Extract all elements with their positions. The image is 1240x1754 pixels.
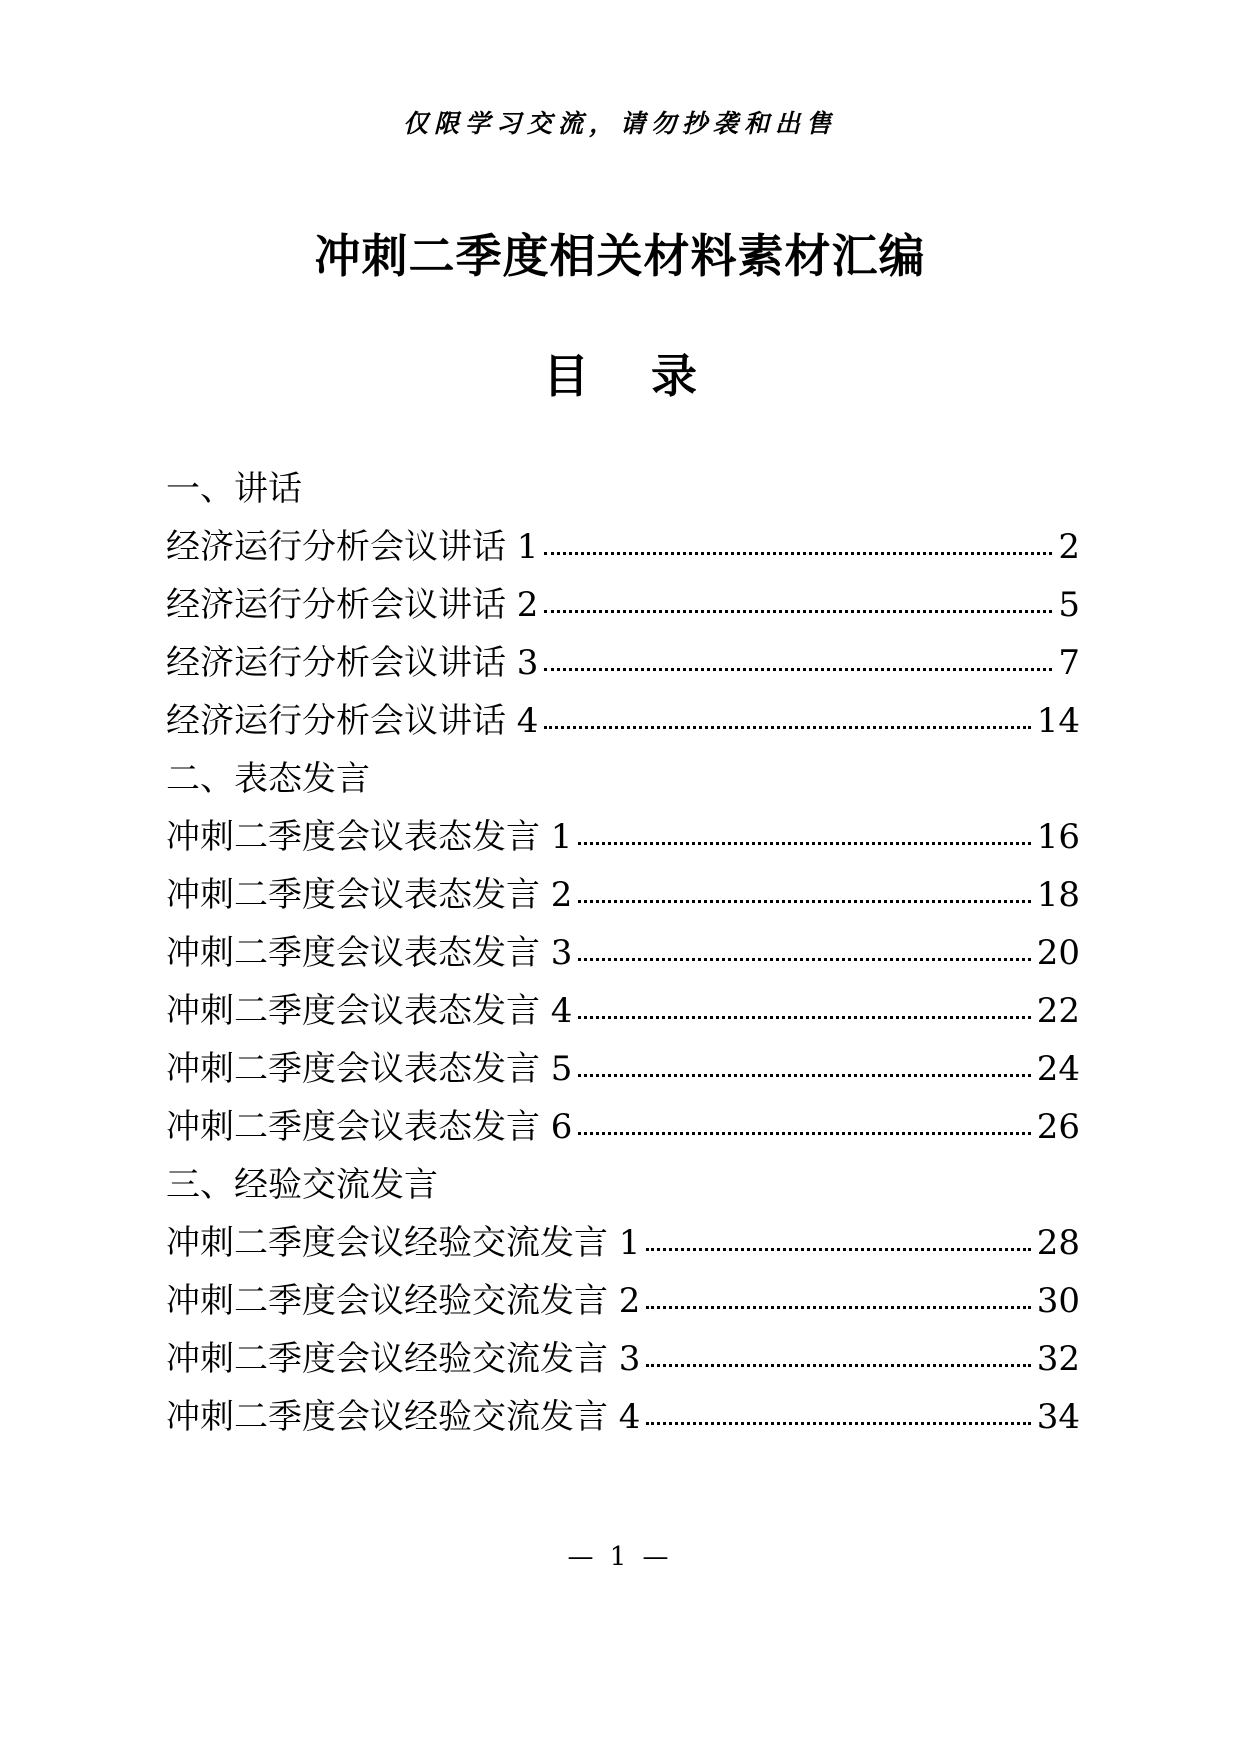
toc-entry[interactable] [166, 1388, 1080, 1446]
toc-title-part: 录 [651, 349, 697, 403]
toc-entry-title: 经济运行分析会议讲话 2 [166, 585, 539, 625]
dot-leader [578, 842, 1030, 845]
toc-section-heading [166, 460, 1080, 518]
toc-entry[interactable] [166, 924, 1080, 982]
toc-entry-title: 经济运行分析会议讲话 1 [166, 527, 539, 567]
dot-leader [544, 552, 1052, 555]
toc-entry[interactable] [166, 866, 1080, 924]
dot-leader [646, 1422, 1030, 1425]
toc-section-label: 三、经验交流发言 [166, 1165, 438, 1205]
toc-section-label: 一、讲话 [166, 469, 302, 509]
toc-entry-page: 24 [1036, 1049, 1080, 1089]
dot-leader [578, 900, 1030, 903]
toc-title-part: 目 [543, 349, 589, 403]
table-of-contents [166, 460, 1080, 1446]
toc-entry-title: 经济运行分析会议讲话 4 [166, 701, 539, 741]
toc-entry-page: 26 [1036, 1107, 1080, 1147]
toc-section-heading [166, 1156, 1080, 1214]
toc-entry-title: 冲刺二季度会议表态发言 6 [166, 1107, 573, 1147]
dot-leader [544, 726, 1030, 729]
toc-entry-title: 冲刺二季度会议经验交流发言 2 [166, 1281, 641, 1321]
toc-entry[interactable] [166, 982, 1080, 1040]
toc-entry-page: 30 [1036, 1281, 1080, 1321]
toc-entry-title: 冲刺二季度会议表态发言 1 [166, 817, 573, 857]
dot-leader [544, 668, 1052, 671]
dot-leader [646, 1248, 1030, 1251]
toc-entry-title: 冲刺二季度会议经验交流发言 4 [166, 1397, 641, 1437]
toc-entry-page: 14 [1036, 701, 1080, 741]
toc-entry-title: 经济运行分析会议讲话 3 [166, 643, 539, 683]
toc-title [0, 340, 1240, 406]
dot-leader [646, 1364, 1030, 1367]
toc-entry-title: 冲刺二季度会议表态发言 5 [166, 1049, 573, 1089]
toc-entry[interactable] [166, 1330, 1080, 1388]
page-number-footer: — 1 — [567, 1542, 673, 1572]
toc-entry[interactable] [166, 1272, 1080, 1330]
toc-entry[interactable] [166, 576, 1080, 634]
toc-entry[interactable] [166, 634, 1080, 692]
dot-leader [578, 1074, 1030, 1077]
toc-entry[interactable] [166, 518, 1080, 576]
toc-entry-page: 2 [1058, 527, 1080, 567]
dot-leader [578, 958, 1030, 961]
dot-leader [578, 1132, 1030, 1135]
toc-entry-title: 冲刺二季度会议经验交流发言 3 [166, 1339, 641, 1379]
toc-entry[interactable] [166, 692, 1080, 750]
toc-entry[interactable] [166, 808, 1080, 866]
toc-section-label: 二、表态发言 [166, 759, 370, 799]
toc-entry-page: 20 [1036, 933, 1080, 973]
toc-entry-title: 冲刺二季度会议表态发言 4 [166, 991, 573, 1031]
toc-entry[interactable] [166, 1098, 1080, 1156]
dot-leader [544, 610, 1052, 613]
dot-leader [646, 1306, 1030, 1309]
document-title: 冲刺二季度相关材料素材汇编 [314, 229, 926, 283]
toc-entry[interactable] [166, 1040, 1080, 1098]
toc-entry-page: 16 [1036, 817, 1080, 857]
toc-entry-page: 34 [1036, 1397, 1080, 1437]
toc-entry-page: 5 [1058, 585, 1080, 625]
toc-entry-page: 28 [1036, 1223, 1080, 1263]
dot-leader [578, 1016, 1030, 1019]
toc-entry-page: 7 [1058, 643, 1080, 683]
toc-entry-title: 冲刺二季度会议表态发言 2 [166, 875, 573, 915]
toc-entry-page: 22 [1036, 991, 1080, 1031]
toc-entry-page: 18 [1036, 875, 1080, 915]
notice-banner: 仅限学习交流，请勿抄袭和出售 [402, 109, 837, 138]
toc-entry-page: 32 [1036, 1339, 1080, 1379]
toc-entry-title: 冲刺二季度会议经验交流发言 1 [166, 1223, 641, 1263]
toc-entry-title: 冲刺二季度会议表态发言 3 [166, 933, 573, 973]
toc-entry[interactable] [166, 1214, 1080, 1272]
toc-section-heading [166, 750, 1080, 808]
